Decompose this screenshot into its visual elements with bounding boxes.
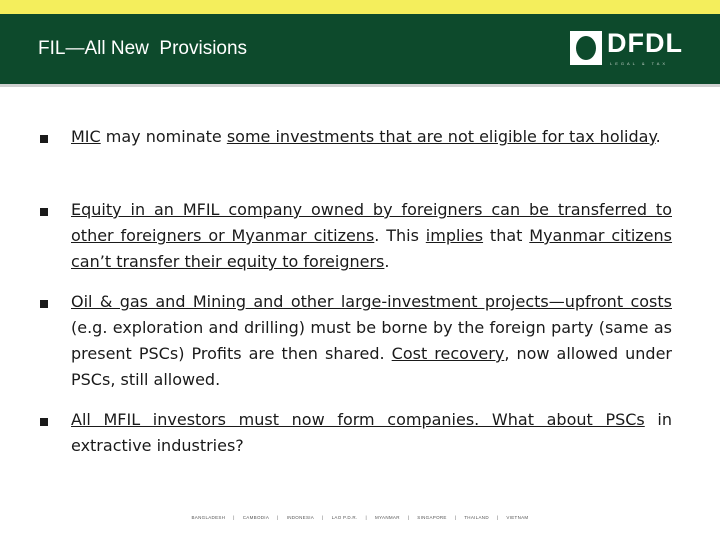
footer-country: THAILAND [464,515,489,520]
footer-country: BANGLADESH [191,515,226,520]
logo-wordmark: DFDL [607,28,683,58]
top-accent-stripe [0,0,720,14]
footer-separator: | [365,515,368,520]
header-divider [0,84,720,87]
dfdl-logo [570,28,690,71]
footer-country: INDONESIA [286,515,315,520]
logo-tagline: LEGAL & TAX [610,61,669,66]
bullet-text: Equity in an MFIL company owned by foreigners can be transferred to other foreigners or Myanmar citizens. This implies that Myanmar citizens can’t transfer their equity to foreigners. [71,200,673,271]
footer-country: SINGAPORE [417,515,447,520]
footer-country: MYANMAR [375,515,400,520]
square-bullet-icon [40,300,48,308]
underlined-text: some investments that are not eligible for tax holiday [226,127,656,146]
underlined-text: Myanmar citizens can’t transfer their equity to foreigners [71,226,673,271]
bullet-text: MIC may nominate some investments that are not eligible for tax holiday. [71,127,661,146]
underlined-text: Equity in an MFIL company owned by foreigners can be transferred to other foreigners or Myanmar citizens [71,200,672,245]
logo-mark-icon [570,31,602,65]
underlined-text: All MFIL investors must now form companies. What about PSCs [71,410,645,429]
footer-separator: | [407,515,410,520]
square-bullet-icon [40,208,48,216]
bullet-text: All MFIL investors must now form companies. What about PSCs in extractive industries? [71,410,672,455]
slide-title: FIL—All New Provisions [38,38,248,59]
footer-country: VIETNAM [506,515,529,520]
footer-separator: | [496,515,499,520]
underlined-text: Oil & gas and Mining and other large-investment projects—upfront costs [71,292,672,311]
square-bullet-icon [40,135,48,143]
footer-country: CAMBODIA [242,515,270,520]
footer-separator: | [454,515,457,520]
footer-separator: | [277,515,279,520]
underlined-text: MIC [71,127,101,146]
footer-separator: | [233,515,235,520]
footer-country: LAO P.D.R. [331,515,358,520]
square-bullet-icon [40,418,48,426]
footer-country-list [0,515,720,520]
bullet-text: Oil & gas and Mining and other large-investment projects—upfront costs (e.g. exploration and drilling) must be borne by the foreign party (same as present PSCs) Profits are then shared. Cost recovery, now allowed under PSCs, still allowed. [71,292,673,389]
underlined-text: Cost recovery [391,344,505,363]
footer-separator: | [322,515,324,520]
underlined-text: implies [425,226,484,245]
